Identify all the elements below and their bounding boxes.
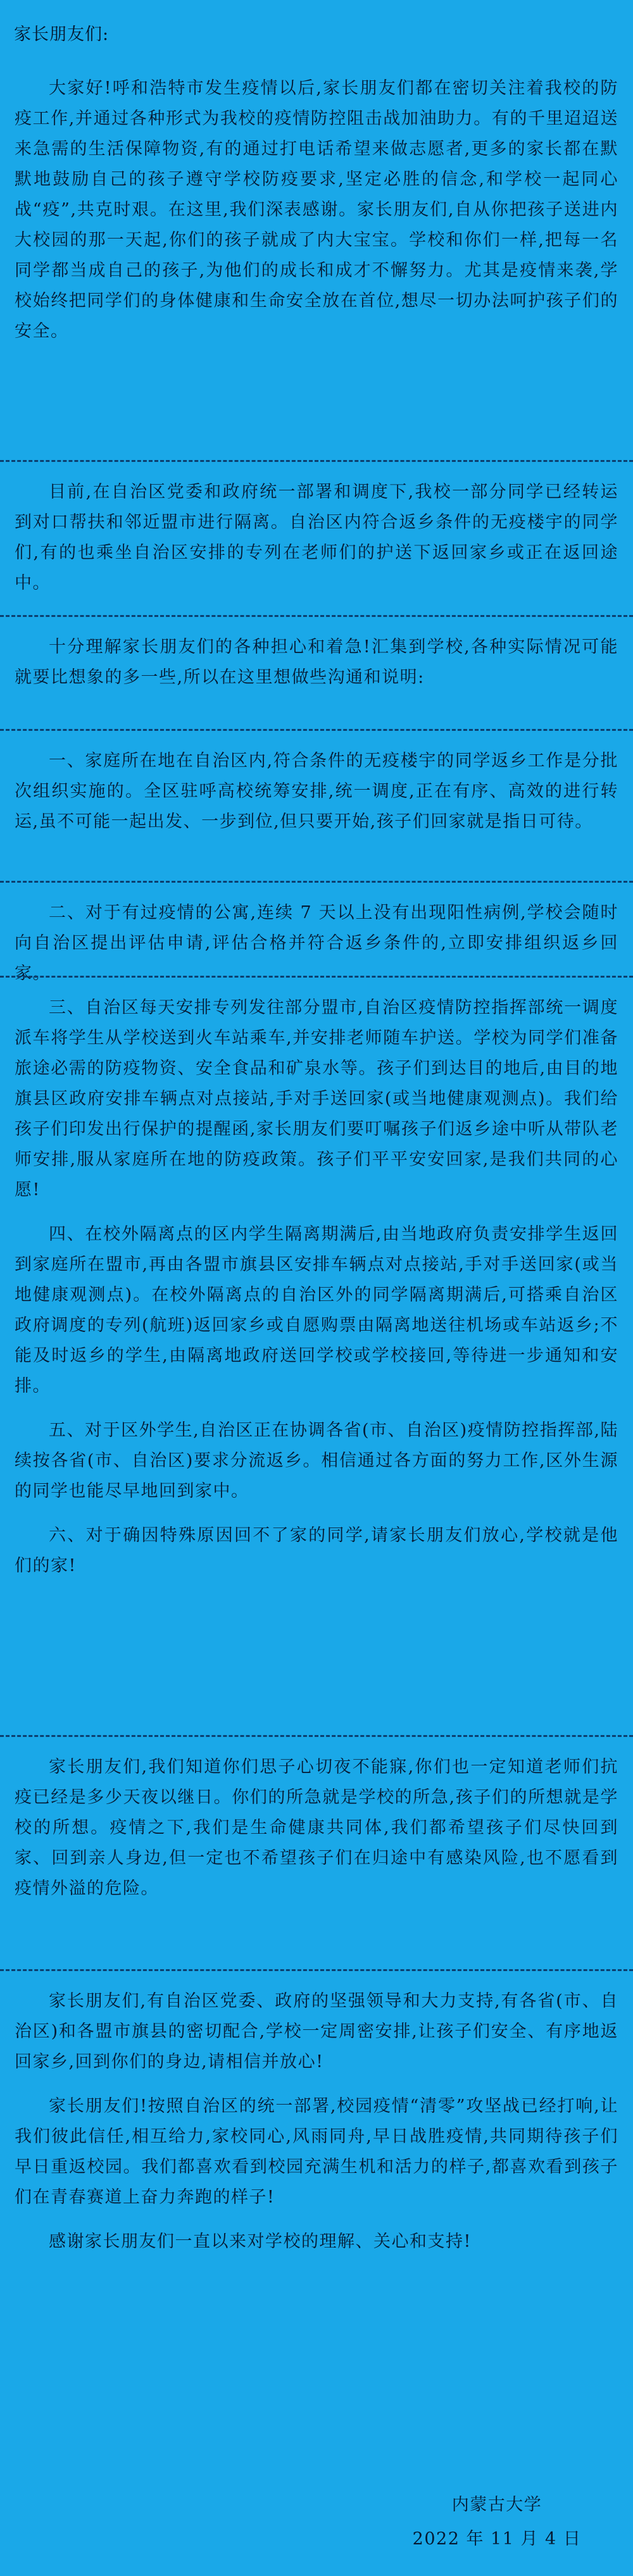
letter-section-4 [0,729,633,881]
letter-section-3 [0,615,633,729]
letter-section-2 [0,460,633,615]
paragraph: 感谢家长朋友们一直以来对学校的理解、关心和支持! [49,2232,472,2251]
paragraph: 六、对于确因特殊原因回不了家的同学,请家长朋友们放心,学校就是他们的家! [15,1526,618,1576]
paragraph: 家长朋友们!按照自治区的统一部署,校园疫情“清零”攻坚战已经打响,让我们彼此信任,相互给力,家校同心,风雨同舟,早日战胜疫情,共同期待孩子们早日重返校园。我们都喜欢看到校园充满生机和活力的样子,都喜欢看到孩子们在青春赛道上奋力奔跑的样子! [15,2096,618,2207]
letter-section-5 [0,881,633,983]
paragraph: 大家好!呼和浩特市发生疫情以后,家长朋友们都在密切关注着我校的防疫工作,并通过各种形式为我校的疫情防控阻击战加油助力。有的千里迢迢送来急需的生活保障物资,有的通过打电话希望来做志愿者,更多的家长都在默默地鼓励自己的孩子遵守学校防疫要求,坚定必胜的信念,和学校一起同心战“疫”,共克时艰。在这里,我们深表感谢。家长朋友们,自从你把孩子送进内大校园的那一天起,你们的孩子就成了内大宝宝。学校和你们一样,把每一名同学都当成自己的孩子,为他们的成长和成才不懈努力。尤其是疫情来袭,学校始终把同学们的身体健康和生命安全放在首位,想尽一切办法呵护孩子们的安全。 [15,78,618,341]
paragraph: 家长朋友们,有自治区党委、政府的坚强领导和大力支持,有各省(市、自治区)和各盟市旗县的密切配合,学校一定周密安排,让孩子们安全、有序地返回家乡,回到你们的身边,请相信并放心! [15,1991,618,2072]
paragraph: 一、家庭所在地在自治区内,符合条件的无疫楼宇的同学返乡工作是分批次组织实施的。全区驻呼高校统筹安排,统一调度,正在有序、高效的进行转运,虽不可能一起出发、一步到位,但只要开始,孩子们回家就是指日可待。 [15,751,618,831]
signature-organization: 内蒙古大学 [451,2495,542,2515]
signature-date: 2022 年 11 月 4 日 [412,2529,582,2549]
paragraph: 二、对于有过疫情的公寓,连续 7 天以上没有出现阳性病例,学校会随时向自治区提出评估申请,评估合格并符合返乡条件的,立即安排组织返乡回家。 [15,903,618,983]
letter-section-1 [0,58,633,460]
paragraph: 三、自治区每天安排专列发往部分盟市,自治区疫情防控指挥部统一调度派车将学生从学校送到火车站乘车,并安排老师随车护送。学校为同学们准备旅途必需的防疫物资、安全食品和矿泉水等。孩子们到达目的地后,由目的地旗县区政府安排车辆点对点接站,手对手送回家(或当地健康观测点)。我们给孩子们印发出行保护的提醒函,家长朋友们要叮嘱孩子们返乡途中听从带队老师安排,服从家庭所在地的防疫政策。孩子们平平安安回家,是我们共同的心愿! [15,998,618,1200]
paragraph: 四、在校外隔离点的区内学生隔离期满后,由当地政府负责安排学生返回到家庭所在盟市,再由各盟市旗县区安排车辆点对点接站,手对手送回家(或当地健康观测点)。在校外隔离点的自治区外的同学隔离期满后,可搭乘自治区政府调度的专列(航班)返回家乡或自愿购票由隔离地送往机场或车站返乡;不能及时返乡的学生,由隔离地政府送回学校或学校接回,等待进一步通知和安排。 [15,1224,618,1396]
paragraph: 目前,在自治区党委和政府统一部署和调度下,我校一部分同学已经转运到对口帮扶和邻近盟市进行隔离。自治区内符合返乡条件的无疫楼宇的同学们,有的也乘坐自治区安排的专列在老师们的护送下返回家乡或正在返回途中。 [15,482,618,593]
letter-section-8 [0,1969,633,2488]
paragraph: 五、对于区外学生,自治区正在协调各省(市、自治区)疫情防控指挥部,陆续按各省(市、自治区)要求分流返乡。相信通过各方面的努力工作,区外生源的同学也能尽早地回到家中。 [15,1421,618,1501]
signature-block [399,2488,595,2556]
salutation: 家长朋友们: [14,25,110,44]
letter-section-7 [0,1735,633,1969]
paragraph: 十分理解家长朋友们的各种担心和着急!汇集到学校,各种实际情况可能就要比想象的多一些,所以在这里想做些沟通和说明: [15,637,618,687]
letter-section-6 [0,976,633,1735]
paragraph: 家长朋友们,我们知道你们思子心切夜不能寐,你们也一定知道老师们抗疫已经是多少天夜以继日。你们的所急就是学校的所急,孩子们的所想就是学校的所想。疫情之下,我们是生命健康共同体,我们都希望孩子们尽快回到家、回到亲人身边,但一定也不希望孩子们在归途中有感染风险,也不愿看到疫情外溢的危险。 [15,1757,618,1898]
